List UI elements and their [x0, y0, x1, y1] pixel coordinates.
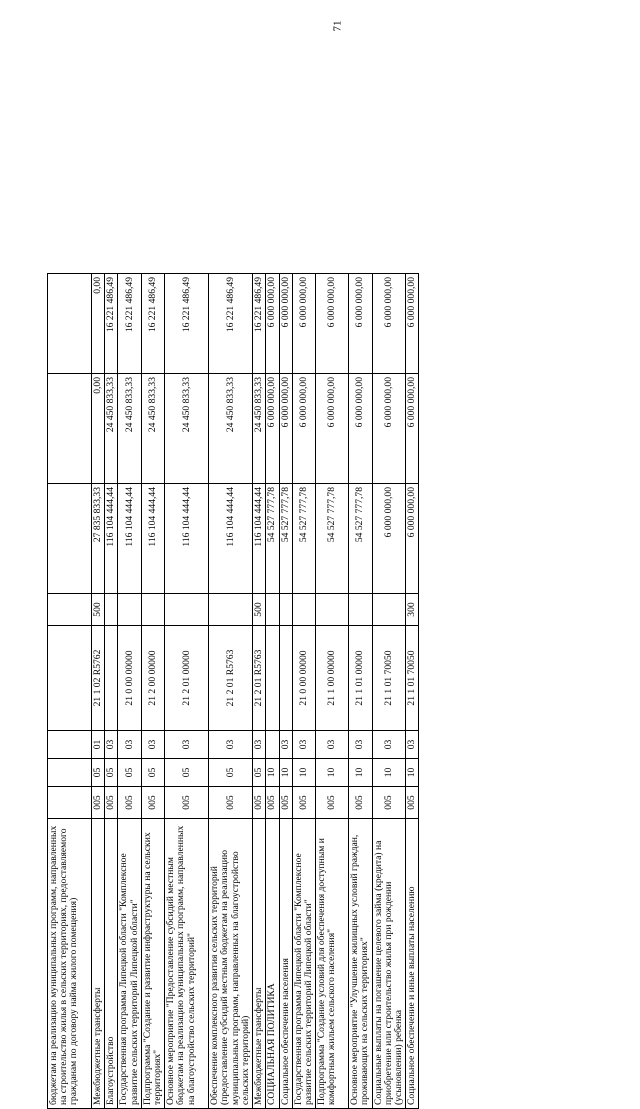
cell-name: Подпрограмма "Создание и развитие инфраструктуры на сельских территориях" — [141, 819, 164, 1109]
budget-table — [47, 273, 419, 1109]
cell-vr: 500 — [253, 594, 266, 626]
cell-csr: 21 0 00 00000 — [292, 626, 315, 731]
table-row — [253, 274, 266, 1109]
page-number: 71 — [331, 20, 344, 32]
cell-sum-1: 116 104 444,44 — [165, 484, 209, 594]
cell-rz: 05 — [165, 759, 209, 787]
cell-pr: 03 — [141, 731, 164, 759]
table-row — [105, 274, 118, 1109]
cell-sum-2 — [48, 374, 92, 484]
cell-rz: 10 — [279, 759, 292, 787]
cell-sum-1: 116 104 444,44 — [118, 484, 141, 594]
cell-sum-2: 24 450 833,33 — [141, 374, 164, 484]
cell-vr: 500 — [92, 594, 105, 626]
table-row — [141, 274, 164, 1109]
cell-rz — [48, 759, 92, 787]
cell-sum-2: 6 000 000,00 — [406, 374, 419, 484]
cell-sum-3: 16 221 486,49 — [165, 274, 209, 374]
cell-sum-3: 16 221 486,49 — [105, 274, 118, 374]
cell-vr — [266, 594, 279, 626]
cell-name: Социальные выплаты на погашение целевого займа (кредита) на приобретение или строительство жилья при рождении (усыновлении) ребенка — [372, 819, 406, 1109]
table-row — [48, 274, 92, 1109]
cell-name: Государственная программа Липецкой области "Комплексное развитие сельских территорий Липецкой области" — [292, 819, 315, 1109]
cell-pr: 03 — [372, 731, 406, 759]
cell-pr: 03 — [279, 731, 292, 759]
cell-csr — [48, 626, 92, 731]
cell-sum-1: 116 104 444,44 — [253, 484, 266, 594]
cell-vr — [279, 594, 292, 626]
cell-name: Обеспечение комплексного развития сельских территорий (предоставление субсидий местным бюджетам на реализацию муниципальных программ, направленных на благоустройство сельских территорий) — [209, 819, 253, 1109]
cell-name: Основное мероприятие "Улучшение жилищных условий граждан, проживающих на сельских территориях" — [349, 819, 372, 1109]
cell-ved: 005 — [105, 787, 118, 819]
cell-vr — [372, 594, 406, 626]
cell-sum-3: 6 000 000,00 — [406, 274, 419, 374]
cell-csr: 21 2 01 R5763 — [209, 626, 253, 731]
table-row — [92, 274, 105, 1109]
cell-ved: 005 — [209, 787, 253, 819]
cell-name: Благоустройство — [105, 819, 118, 1109]
cell-rz: 10 — [292, 759, 315, 787]
cell-sum-3: 6 000 000,00 — [316, 274, 349, 374]
cell-sum-1: 116 104 444,44 — [105, 484, 118, 594]
cell-ved: 005 — [316, 787, 349, 819]
cell-sum-2: 6 000 000,00 — [279, 374, 292, 484]
cell-vr — [292, 594, 315, 626]
cell-csr: 21 1 02 R5762 — [92, 626, 105, 731]
table-row — [266, 274, 279, 1109]
cell-rz: 05 — [253, 759, 266, 787]
cell-ved: 005 — [406, 787, 419, 819]
cell-vr — [165, 594, 209, 626]
cell-sum-3: 6 000 000,00 — [349, 274, 372, 374]
cell-rz: 10 — [316, 759, 349, 787]
cell-rz: 05 — [141, 759, 164, 787]
cell-sum-3: 16 221 486,49 — [141, 274, 164, 374]
cell-csr: 21 1 01 70050 — [406, 626, 419, 731]
table-row — [209, 274, 253, 1109]
cell-vr — [209, 594, 253, 626]
cell-ved: 005 — [349, 787, 372, 819]
cell-sum-2: 24 450 833,33 — [105, 374, 118, 484]
cell-pr: 01 — [92, 731, 105, 759]
cell-name: Межбюджетные трансферты — [253, 819, 266, 1109]
cell-sum-2: 0,00 — [92, 374, 105, 484]
cell-csr — [105, 626, 118, 731]
cell-pr: 03 — [253, 731, 266, 759]
cell-ved: 005 — [141, 787, 164, 819]
cell-csr — [279, 626, 292, 731]
cell-pr: 03 — [118, 731, 141, 759]
cell-sum-2: 24 450 833,33 — [253, 374, 266, 484]
cell-name: бюджетам на реализацию муниципальных программ, направленных на строительство жилья в сельских территориях, предоставляемого гражданам по договору найма жилого помещения) — [48, 819, 92, 1109]
cell-sum-3: 16 221 486,49 — [209, 274, 253, 374]
cell-rz: 10 — [406, 759, 419, 787]
table-body — [48, 274, 419, 1109]
cell-sum-3: 0,00 — [92, 274, 105, 374]
cell-rz: 05 — [118, 759, 141, 787]
cell-ved — [48, 787, 92, 819]
cell-sum-2: 24 450 833,33 — [209, 374, 253, 484]
cell-pr: 03 — [105, 731, 118, 759]
cell-vr — [105, 594, 118, 626]
cell-pr — [266, 731, 279, 759]
cell-name: Основное мероприятие "Предоставление субсидий местным бюджетам на реализацию муниципальных программ, направленных на благоустройство сельских территорий" — [165, 819, 209, 1109]
table-row — [372, 274, 406, 1109]
cell-csr — [266, 626, 279, 731]
cell-rz: 10 — [266, 759, 279, 787]
cell-csr: 21 1 00 00000 — [316, 626, 349, 731]
cell-pr: 03 — [209, 731, 253, 759]
cell-rz: 05 — [209, 759, 253, 787]
cell-csr: 21 0 00 00000 — [118, 626, 141, 731]
cell-rz: 05 — [105, 759, 118, 787]
cell-sum-3: 16 221 486,49 — [118, 274, 141, 374]
cell-sum-3: 16 221 486,49 — [253, 274, 266, 374]
cell-sum-2: 24 450 833,33 — [118, 374, 141, 484]
cell-pr: 03 — [316, 731, 349, 759]
cell-sum-1: 27 835 833,33 — [92, 484, 105, 594]
cell-pr: 03 — [292, 731, 315, 759]
cell-csr: 21 2 01 00000 — [165, 626, 209, 731]
cell-sum-1: 116 104 444,44 — [209, 484, 253, 594]
cell-vr — [316, 594, 349, 626]
cell-sum-3: 6 000 000,00 — [266, 274, 279, 374]
cell-pr: 03 — [349, 731, 372, 759]
cell-sum-1: 54 527 777,78 — [292, 484, 315, 594]
cell-name: Социальное обеспечение и иные выплаты населению — [406, 819, 419, 1109]
cell-sum-1 — [48, 484, 92, 594]
cell-rz: 10 — [372, 759, 406, 787]
cell-name: Государственная программа Липецкой области "Комплексное развитие сельских территорий Липецкой области" — [118, 819, 141, 1109]
cell-sum-2: 6 000 000,00 — [372, 374, 406, 484]
cell-csr: 21 1 01 70050 — [372, 626, 406, 731]
cell-ved: 005 — [118, 787, 141, 819]
cell-sum-2: 24 450 833,33 — [165, 374, 209, 484]
cell-ved: 005 — [266, 787, 279, 819]
cell-sum-1: 54 527 777,78 — [349, 484, 372, 594]
table-row — [118, 274, 141, 1109]
budget-table-rotated — [47, 274, 594, 1109]
cell-ved: 005 — [279, 787, 292, 819]
cell-vr — [118, 594, 141, 626]
cell-sum-1: 54 527 777,78 — [279, 484, 292, 594]
cell-sum-2: 6 000 000,00 — [292, 374, 315, 484]
cell-vr — [48, 594, 92, 626]
table-row — [349, 274, 372, 1109]
cell-sum-3: 6 000 000,00 — [279, 274, 292, 374]
cell-sum-2: 6 000 000,00 — [316, 374, 349, 484]
cell-name: Межбюджетные трансферты — [92, 819, 105, 1109]
cell-sum-3: 6 000 000,00 — [292, 274, 315, 374]
cell-sum-1: 6 000 000,00 — [372, 484, 406, 594]
cell-vr — [349, 594, 372, 626]
cell-pr: 03 — [406, 731, 419, 759]
cell-csr: 21 1 01 00000 — [349, 626, 372, 731]
cell-sum-1: 116 104 444,44 — [141, 484, 164, 594]
table-row — [279, 274, 292, 1109]
cell-rz: 05 — [92, 759, 105, 787]
cell-sum-3 — [48, 274, 92, 374]
table-row — [406, 274, 419, 1109]
table-row — [316, 274, 349, 1109]
cell-pr: 03 — [165, 731, 209, 759]
cell-rz: 10 — [349, 759, 372, 787]
cell-pr — [48, 731, 92, 759]
cell-sum-1: 54 527 777,78 — [316, 484, 349, 594]
cell-csr: 21 2 01 R5763 — [253, 626, 266, 731]
cell-csr: 21 2 00 00000 — [141, 626, 164, 731]
cell-vr — [141, 594, 164, 626]
table-row — [165, 274, 209, 1109]
cell-sum-1: 54 527 777,78 — [266, 484, 279, 594]
cell-name: Подпрограмма "Создание условий для обеспечения доступным и комфортным жильем сельского населения" — [316, 819, 349, 1109]
cell-sum-1: 6 000 000,00 — [406, 484, 419, 594]
cell-sum-3: 6 000 000,00 — [372, 274, 406, 374]
cell-name: Социальное обеспечение населения — [279, 819, 292, 1109]
cell-ved: 005 — [92, 787, 105, 819]
cell-ved: 005 — [165, 787, 209, 819]
table-row — [292, 274, 315, 1109]
cell-name: СОЦИАЛЬНАЯ ПОЛИТИКА — [266, 819, 279, 1109]
cell-sum-2: 6 000 000,00 — [349, 374, 372, 484]
cell-sum-2: 6 000 000,00 — [266, 374, 279, 484]
cell-vr: 300 — [406, 594, 419, 626]
cell-ved: 005 — [253, 787, 266, 819]
cell-ved: 005 — [372, 787, 406, 819]
cell-ved: 005 — [292, 787, 315, 819]
